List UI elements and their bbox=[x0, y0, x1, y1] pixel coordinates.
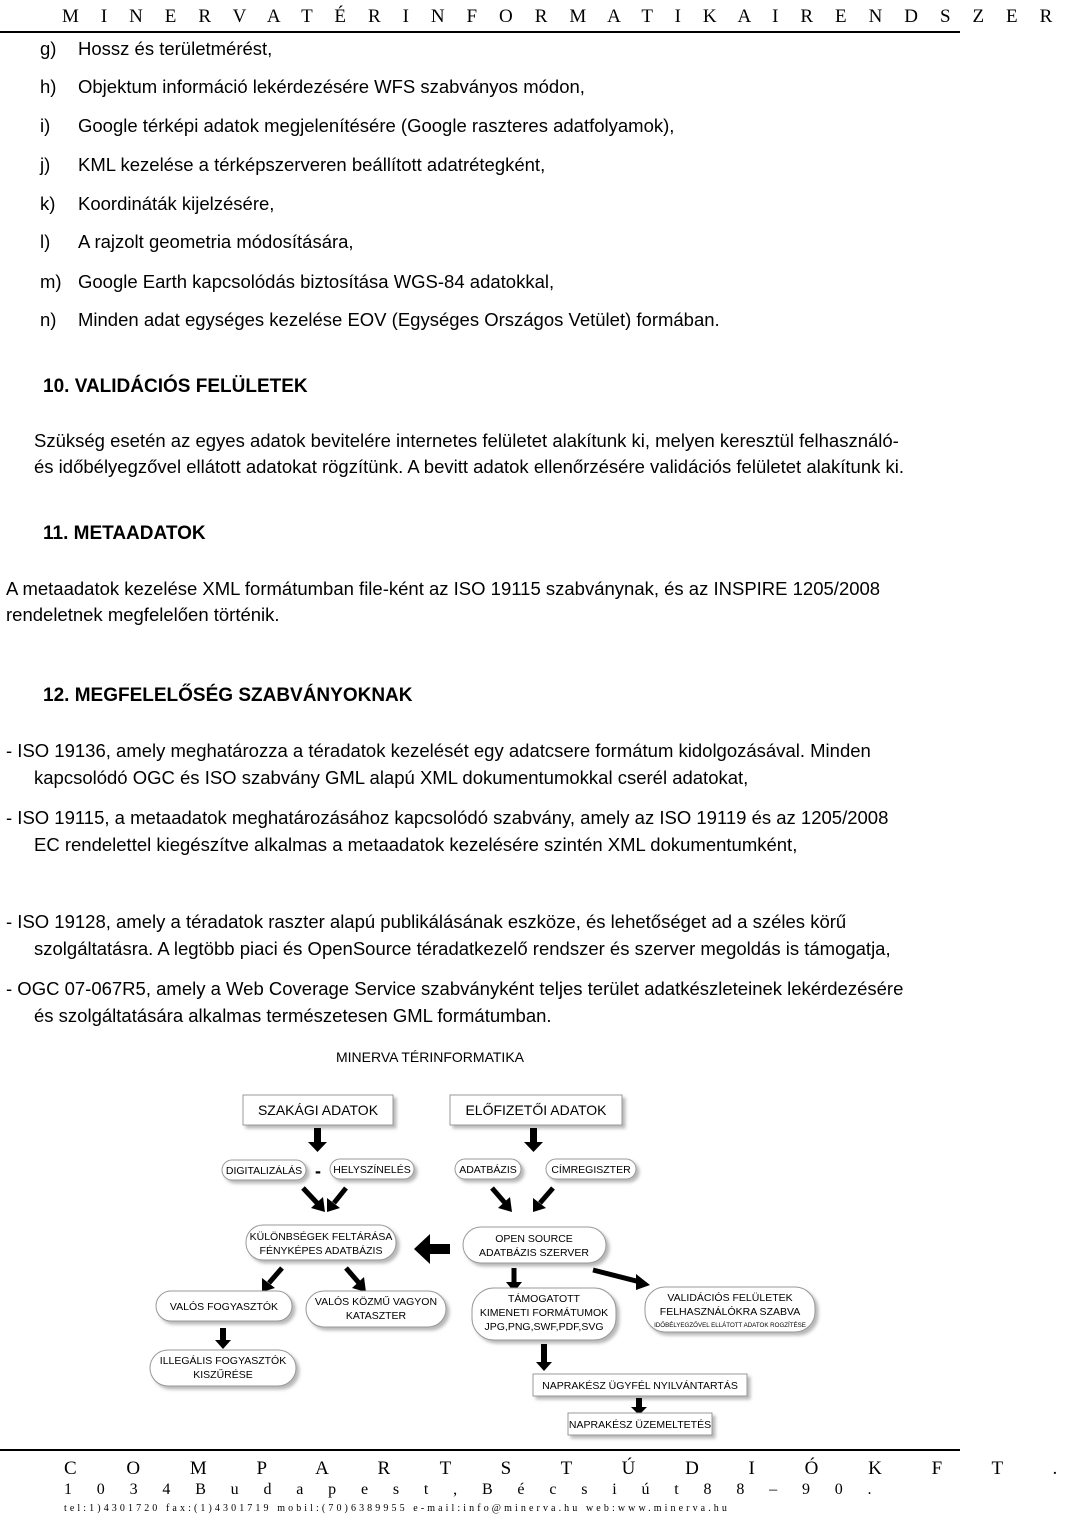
standard-item: - ISO 19136, amely meghatározza a téradatok kezelését egy adatcsere formátum kidolgozásával. Minden kapcsolódó OGC és ISO szabvány GML alapú XML dokumentumokkal cserél adatokat, bbox=[6, 740, 871, 788]
arrow-down-icon bbox=[536, 1344, 552, 1371]
section-12-heading: 12. MEGFELELŐSÉG SZABVÁNYOKNAK bbox=[43, 685, 413, 706]
svg-text:ILLEGÁLIS FOGYASZTÓK: ILLEGÁLIS FOGYASZTÓK bbox=[159, 1355, 287, 1367]
svg-text:FELHASZNÁLÓKRA SZABVA: FELHASZNÁLÓKRA SZABVA bbox=[659, 1306, 801, 1318]
paragraph-line: és időbélyegzővel ellátott adatokat rögzítünk. A bevitt adatok ellenőrzésére validációs felületet alakítunk ki. bbox=[34, 456, 905, 477]
standard-item: - ISO 19128, amely a téradatok raszter alapú publikálásának eszköze, és lehetőséget ad a széles körű szolgáltatásra. A legtöbb piaci és OpenSource téradatkezelő rendszer és szerver megoldás is támogatja, bbox=[6, 911, 891, 959]
arrow-diagonal-icon bbox=[303, 1188, 325, 1212]
standard-item: - ISO 19115, a metaadatok meghatározásához kapcsolódó szabvány, amely az ISO 19119 és az 1205/2008 EC rendelettel kiegészítve alkalmas a metaadatok kezelésére szintén XML dokumentumként, bbox=[6, 807, 889, 855]
svg-text:ADATBÁZIS SZERVER: ADATBÁZIS SZERVER bbox=[479, 1247, 589, 1259]
standard-item: - OGC 07-067R5, amely a Web Coverage Service szabványként teljes terület adatkészleteinek lekérdezésére és szolgáltatására alkalmas természetesen GML formátumban. bbox=[6, 978, 904, 1026]
footer-contact: tel:1)4301720 fax:(1)4301719 mobil:(70)6389955 e-mail:info@minerva.hu web:www.minerva.hu bbox=[64, 1503, 731, 1514]
running-header: M I N E R V A T É R I N F O R M A T I K A I R E N D S Z E R bbox=[62, 6, 1061, 27]
svg-text:HELYSZÍNELÉS: HELYSZÍNELÉS bbox=[333, 1164, 411, 1176]
svg-text:ELŐFIZETŐI ADATOK: ELŐFIZETŐI ADATOK bbox=[465, 1102, 607, 1118]
footer-rule bbox=[0, 1449, 960, 1451]
svg-text:FÉNYKÉPES ADATBÁZIS: FÉNYKÉPES ADATBÁZIS bbox=[259, 1245, 383, 1257]
paragraph-line: rendeletnek megfelelően történik. bbox=[6, 604, 280, 625]
arrow-diagonal-icon bbox=[593, 1270, 650, 1290]
document-page: M I N E R V A T É R I N F O R M A T I K A I R E N D S Z E R g) Hossz és területmérést, h) Objektum információ lekérdezésére WFS szabványos módon, i) Google térképi adatok megjelenítésére (Google raszteres adatfolyamok), j) KML kezelése a térképszerveren beállított adatrétegként, k) Koordináták kijelzésére, l) A rajzolt geometria módosítására, m) Google Earth kapcsolódás biztosítása WGS-84 adatokkal, n) Minden adat egységes kezelése EOV (Egységes Országos Vetület) formában. 10. VALIDÁCIÓS FELÜLETEK Szükség esetén az egyes adatok bevitelére internetes felületet alakítunk ki, melyen keresztül felhasználó- és időbélyegzővel ellátott adatokat rögzítünk. A bevitt adatok ellenőrzésére validációs felületet alakítunk ki. 11. METAADATOK A metaadatok kezelése XML formátumban file-ként az ISO 19115 szabványnak, és az INSPIRE 1205/2008 rendeletnek megfelelően történik. 12. MEGFELELŐSÉG SZABVÁNYOKNAK - ISO 19136, amely meghatározza a téradatok kezelését egy adatcsere formátum kidolgozásával. Minden kapcsolódó OGC és ISO szabvány GML alapú XML dokumentumokkal cserél adatokat, - ISO 19115, a metaadatok meghatározásához kapcsolódó szabvány, amely az ISO 19119 és az 1205/2008 EC rendelettel kiegészítve alkalmas a metaadatok kezelésére szintén XML dokumentumként, - ISO 19128, amely a téradatok raszter alapú publikálásának eszköze, és lehetőséget ad a széles körű szolgáltatásra. A legtöbb piaci és OpenSource téradatkezelő rendszer és szerver megoldás is támogatja, - OGC 07-067R5, amely a Web Coverage Service szabványként teljes terület adatkészleteinek lekérdezésére és szolgáltatására alkalmas természetesen GML formátumban. MINERVA TÉRINFORMATIKA SZAKÁGI ADATOK ELŐFIZETŐI ADATOK DIGITALIZÁLÁS - HELYSZÍNELÉS ADATBÁZIS CÍMREGISZTER KÜLÖNBSÉGEK FELTÁRÁSA FÉNYKÉPES ADATBÁZIS OPEN SOURCE ADATBÁZIS SZERVER VALÓS FOGYASZTÓK VALÓS KÖZMŰ VAGYON KATASZTER TÁMOGATOTT KIMENETI FORMÁTUMOK JPG,PNG,SWF,PDF,SVG VALIDÁCIÓS FELÜLETEK FELHASZNÁLÓKRA SZABVA IDŐBÉLYEGZŐVEL ELLÁTOTT ADATOK ROGZÍTÉSE ILLEGÁLIS FOGYASZTÓK KISZŰRÉSE NAPRAKÉSZ ÜGYFÉL NYILVÁNTARTÁS NAPRAKÉSZ ÜZEMELTETÉS C O M P A R T S T Ú D I Ó K F T . 1 0 3 4 B u d a p e s t , B é c s i ú t 8 8 – 9 0 . tel:1)4301720 fax:(1)4301719 mobil:(70)6389955 e-mail:info@minerva.hu web:www.minerva.hu bbox=[0, 0, 960, 1516]
diagram-title: MINERVA TÉRINFORMATIKA bbox=[336, 1049, 524, 1065]
footer-company: C O M P A R T S T Ú D I Ó K F T . bbox=[64, 1458, 1080, 1479]
svg-text:KATASZTER: KATASZTER bbox=[345, 1310, 407, 1322]
section-11-paragraph bbox=[6, 576, 880, 628]
arrow-diagonal-icon bbox=[346, 1268, 366, 1292]
arrow-diagonal-icon bbox=[492, 1188, 512, 1212]
paragraph-line: A metaadatok kezelése XML formátumban file-ként az ISO 19115 szabványnak, és az INSPIRE 1205/2008 bbox=[6, 578, 881, 599]
svg-text:SZAKÁGI ADATOK: SZAKÁGI ADATOK bbox=[257, 1102, 379, 1118]
section-10-paragraph bbox=[34, 428, 904, 480]
header-rule bbox=[0, 31, 960, 33]
svg-text:VALIDÁCIÓS FELÜLETEK: VALIDÁCIÓS FELÜLETEK bbox=[667, 1292, 793, 1304]
svg-text:KÜLÖNBSÉGEK FELTÁRÁSA: KÜLÖNBSÉGEK FELTÁRÁSA bbox=[249, 1231, 393, 1243]
arrow-left-icon bbox=[414, 1234, 450, 1264]
dash-connector: - bbox=[315, 1161, 321, 1181]
svg-text:VALÓS KÖZMŰ VAGYON: VALÓS KÖZMŰ VAGYON bbox=[314, 1296, 438, 1308]
arrow-down-icon bbox=[631, 1398, 647, 1415]
arrow-down-icon bbox=[308, 1128, 327, 1152]
svg-text:NAPRAKÉSZ ÜGYFÉL NYILVÁNTARTÁS: NAPRAKÉSZ ÜGYFÉL NYILVÁNTARTÁS bbox=[542, 1380, 738, 1392]
svg-text:TÁMOGATOTT: TÁMOGATOTT bbox=[508, 1293, 580, 1305]
svg-text:OPEN SOURCE: OPEN SOURCE bbox=[495, 1233, 573, 1245]
footer-address: 1 0 3 4 B u d a p e s t , B é c s i ú t 8 8 – 9 0 . bbox=[64, 1481, 882, 1498]
svg-text:DIGITALIZÁLÁS: DIGITALIZÁLÁS bbox=[225, 1165, 303, 1177]
section-11-heading: 11. METAADATOK bbox=[43, 523, 206, 544]
svg-text:KISZŰRÉSE: KISZŰRÉSE bbox=[193, 1369, 253, 1381]
arrow-diagonal-icon bbox=[262, 1268, 282, 1292]
arrow-down-icon bbox=[524, 1128, 543, 1152]
section-10-heading: 10. VALIDÁCIÓS FELÜLETEK bbox=[43, 376, 308, 397]
paragraph-line: Szükség esetén az egyes adatok bevitelére internetes felületet alakítunk ki, melyen keresztül felhasználó- bbox=[34, 430, 899, 451]
svg-text:IDŐBÉLYEGZŐVEL ELLÁTOTT ADATOK: IDŐBÉLYEGZŐVEL ELLÁTOTT ADATOK ROGZÍTÉSE bbox=[654, 1322, 806, 1329]
arrow-diagonal-icon bbox=[533, 1188, 553, 1212]
svg-text:KIMENETI FORMÁTUMOK: KIMENETI FORMÁTUMOK bbox=[479, 1307, 609, 1319]
svg-text:CÍMREGISZTER: CÍMREGISZTER bbox=[551, 1164, 631, 1176]
arrow-diagonal-icon bbox=[327, 1188, 346, 1212]
svg-text:NAPRAKÉSZ ÜZEMELTETÉS: NAPRAKÉSZ ÜZEMELTETÉS bbox=[568, 1419, 712, 1431]
svg-text:ADATBÁZIS: ADATBÁZIS bbox=[459, 1164, 517, 1176]
svg-text:VALÓS FOGYASZTÓK: VALÓS FOGYASZTÓK bbox=[169, 1301, 279, 1313]
svg-text:JPG,PNG,SWF,PDF,SVG: JPG,PNG,SWF,PDF,SVG bbox=[484, 1321, 604, 1333]
architecture-diagram bbox=[0, 1040, 960, 1440]
arrow-down-icon bbox=[215, 1328, 231, 1349]
